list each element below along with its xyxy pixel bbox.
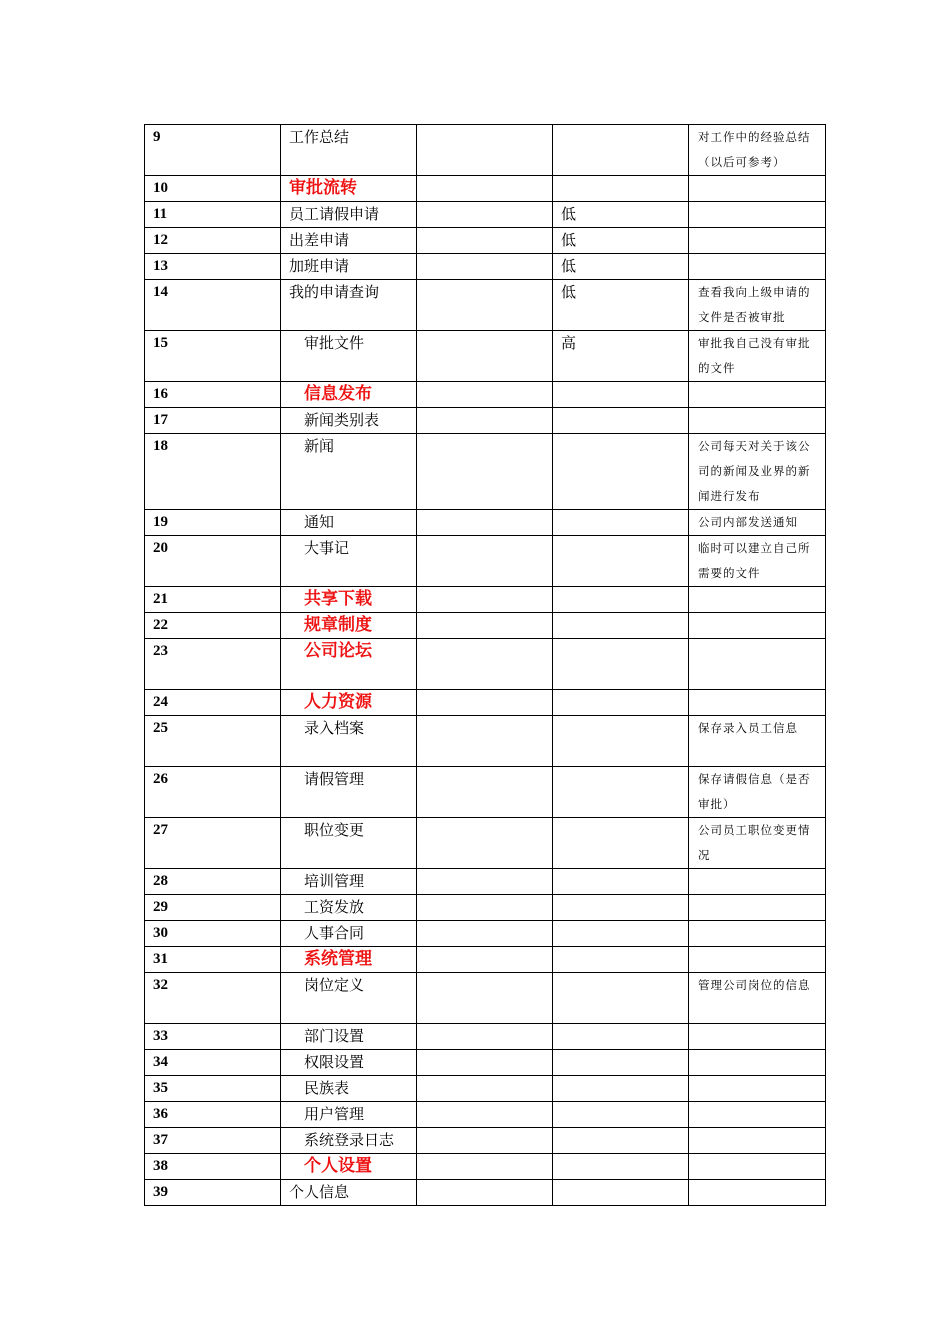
module-table (144, 124, 826, 1206)
priority-cell: 低 (553, 202, 689, 228)
row-number: 12 (145, 228, 281, 254)
section-heading: 规章制度 (281, 613, 417, 639)
module-name: 员工请假申请 (281, 202, 417, 228)
note-cell: 审批我自己没有审批的文件 (689, 331, 826, 382)
table-row (145, 973, 826, 1024)
row-number: 30 (145, 921, 281, 947)
section-heading: 个人设置 (281, 1154, 417, 1180)
priority-cell: 低 (553, 228, 689, 254)
priority-cell (553, 818, 689, 869)
table-row (145, 254, 826, 280)
table-row (145, 280, 826, 331)
blank-cell (417, 1102, 553, 1128)
module-name: 个人信息 (281, 1180, 417, 1206)
row-number: 16 (145, 382, 281, 408)
blank-cell (417, 280, 553, 331)
row-number: 22 (145, 613, 281, 639)
note-cell (689, 613, 826, 639)
priority-cell (553, 125, 689, 176)
table-row (145, 921, 826, 947)
row-number: 20 (145, 536, 281, 587)
blank-cell (417, 1128, 553, 1154)
row-number: 28 (145, 869, 281, 895)
blank-cell (417, 510, 553, 536)
table-row (145, 125, 826, 176)
row-number: 13 (145, 254, 281, 280)
note-cell (689, 587, 826, 613)
module-name: 民族表 (281, 1076, 417, 1102)
table-row (145, 176, 826, 202)
note-cell: 保存录入员工信息 (689, 716, 826, 767)
priority-cell (553, 716, 689, 767)
module-table-body (145, 125, 826, 1206)
blank-cell (417, 1050, 553, 1076)
priority-cell (553, 408, 689, 434)
table-row (145, 1180, 826, 1206)
section-heading: 审批流转 (281, 176, 417, 202)
priority-cell (553, 690, 689, 716)
blank-cell (417, 947, 553, 973)
blank-cell (417, 1024, 553, 1050)
row-number: 31 (145, 947, 281, 973)
row-number: 14 (145, 280, 281, 331)
note-cell (689, 202, 826, 228)
table-row (145, 408, 826, 434)
priority-cell (553, 1154, 689, 1180)
row-number: 36 (145, 1102, 281, 1128)
blank-cell (417, 1076, 553, 1102)
priority-cell (553, 1102, 689, 1128)
note-cell: 查看我向上级申请的文件是否被审批 (689, 280, 826, 331)
row-number: 23 (145, 639, 281, 690)
note-cell: 对工作中的经验总结（以后可参考） (689, 125, 826, 176)
table-row (145, 767, 826, 818)
row-number: 25 (145, 716, 281, 767)
row-number: 11 (145, 202, 281, 228)
section-heading: 共享下载 (281, 587, 417, 613)
module-name: 系统登录日志 (281, 1128, 417, 1154)
table-row (145, 510, 826, 536)
priority-cell (553, 869, 689, 895)
priority-cell (553, 921, 689, 947)
row-number: 35 (145, 1076, 281, 1102)
blank-cell (417, 202, 553, 228)
note-cell (689, 228, 826, 254)
row-number: 18 (145, 434, 281, 510)
note-cell (689, 921, 826, 947)
module-name: 人事合同 (281, 921, 417, 947)
blank-cell (417, 639, 553, 690)
note-cell (689, 408, 826, 434)
row-number: 27 (145, 818, 281, 869)
table-row (145, 716, 826, 767)
module-name: 职位变更 (281, 818, 417, 869)
module-name: 用户管理 (281, 1102, 417, 1128)
table-row (145, 1050, 826, 1076)
module-name: 权限设置 (281, 1050, 417, 1076)
row-number: 39 (145, 1180, 281, 1206)
module-name: 通知 (281, 510, 417, 536)
priority-cell (553, 895, 689, 921)
module-name: 培训管理 (281, 869, 417, 895)
priority-cell: 高 (553, 331, 689, 382)
row-number: 9 (145, 125, 281, 176)
module-name: 新闻类别表 (281, 408, 417, 434)
section-heading: 信息发布 (281, 382, 417, 408)
note-cell (689, 947, 826, 973)
priority-cell (553, 510, 689, 536)
blank-cell (417, 1154, 553, 1180)
blank-cell (417, 434, 553, 510)
table-row (145, 818, 826, 869)
row-number: 38 (145, 1154, 281, 1180)
table-row (145, 587, 826, 613)
blank-cell (417, 895, 553, 921)
section-heading: 系统管理 (281, 947, 417, 973)
note-cell: 公司每天对关于该公司的新闻及业界的新闻进行发布 (689, 434, 826, 510)
table-row (145, 613, 826, 639)
note-cell (689, 1154, 826, 1180)
note-cell: 临时可以建立自己所需要的文件 (689, 536, 826, 587)
note-cell (689, 869, 826, 895)
note-cell: 管理公司岗位的信息 (689, 973, 826, 1024)
row-number: 15 (145, 331, 281, 382)
table-row (145, 1128, 826, 1154)
note-cell (689, 639, 826, 690)
section-heading: 人力资源 (281, 690, 417, 716)
blank-cell (417, 869, 553, 895)
note-cell (689, 382, 826, 408)
priority-cell (553, 1076, 689, 1102)
note-cell (689, 1050, 826, 1076)
blank-cell (417, 613, 553, 639)
priority-cell (553, 587, 689, 613)
row-number: 33 (145, 1024, 281, 1050)
table-row (145, 690, 826, 716)
blank-cell (417, 973, 553, 1024)
table-row (145, 434, 826, 510)
module-name: 部门设置 (281, 1024, 417, 1050)
table-row (145, 331, 826, 382)
table-row (145, 947, 826, 973)
blank-cell (417, 716, 553, 767)
priority-cell (553, 536, 689, 587)
blank-cell (417, 767, 553, 818)
module-name: 工资发放 (281, 895, 417, 921)
row-number: 10 (145, 176, 281, 202)
row-number: 17 (145, 408, 281, 434)
note-cell (689, 1102, 826, 1128)
priority-cell (553, 1180, 689, 1206)
note-cell: 公司员工职位变更情况 (689, 818, 826, 869)
note-cell (689, 1024, 826, 1050)
note-cell (689, 895, 826, 921)
row-number: 21 (145, 587, 281, 613)
priority-cell (553, 973, 689, 1024)
priority-cell: 低 (553, 254, 689, 280)
row-number: 26 (145, 767, 281, 818)
note-cell (689, 176, 826, 202)
blank-cell (417, 382, 553, 408)
module-name: 我的申请查询 (281, 280, 417, 331)
priority-cell (553, 176, 689, 202)
priority-cell (553, 1024, 689, 1050)
row-number: 32 (145, 973, 281, 1024)
priority-cell (553, 434, 689, 510)
table-row (145, 639, 826, 690)
table-row (145, 1024, 826, 1050)
priority-cell (553, 613, 689, 639)
note-cell (689, 1180, 826, 1206)
table-row (145, 1076, 826, 1102)
blank-cell (417, 125, 553, 176)
module-name: 新闻 (281, 434, 417, 510)
module-name: 岗位定义 (281, 973, 417, 1024)
blank-cell (417, 228, 553, 254)
priority-cell (553, 767, 689, 818)
row-number: 19 (145, 510, 281, 536)
row-number: 24 (145, 690, 281, 716)
priority-cell (553, 382, 689, 408)
priority-cell (553, 1128, 689, 1154)
table-row (145, 1102, 826, 1128)
blank-cell (417, 1180, 553, 1206)
blank-cell (417, 587, 553, 613)
table-row (145, 1154, 826, 1180)
row-number: 37 (145, 1128, 281, 1154)
blank-cell (417, 921, 553, 947)
priority-cell (553, 639, 689, 690)
blank-cell (417, 690, 553, 716)
blank-cell (417, 254, 553, 280)
blank-cell (417, 536, 553, 587)
row-number: 34 (145, 1050, 281, 1076)
table-row (145, 536, 826, 587)
table-row (145, 228, 826, 254)
table-row (145, 202, 826, 228)
section-heading: 公司论坛 (281, 639, 417, 690)
note-cell (689, 254, 826, 280)
table-row (145, 382, 826, 408)
priority-cell (553, 947, 689, 973)
blank-cell (417, 408, 553, 434)
row-number: 29 (145, 895, 281, 921)
table-row (145, 895, 826, 921)
module-name: 工作总结 (281, 125, 417, 176)
note-cell: 保存请假信息（是否审批） (689, 767, 826, 818)
priority-cell: 低 (553, 280, 689, 331)
module-name: 出差申请 (281, 228, 417, 254)
module-name: 录入档案 (281, 716, 417, 767)
module-name: 大事记 (281, 536, 417, 587)
module-name: 请假管理 (281, 767, 417, 818)
module-name: 审批文件 (281, 331, 417, 382)
note-cell: 公司内部发送通知 (689, 510, 826, 536)
table-row (145, 869, 826, 895)
blank-cell (417, 176, 553, 202)
note-cell (689, 1128, 826, 1154)
blank-cell (417, 818, 553, 869)
module-name: 加班申请 (281, 254, 417, 280)
note-cell (689, 1076, 826, 1102)
priority-cell (553, 1050, 689, 1076)
blank-cell (417, 331, 553, 382)
note-cell (689, 690, 826, 716)
